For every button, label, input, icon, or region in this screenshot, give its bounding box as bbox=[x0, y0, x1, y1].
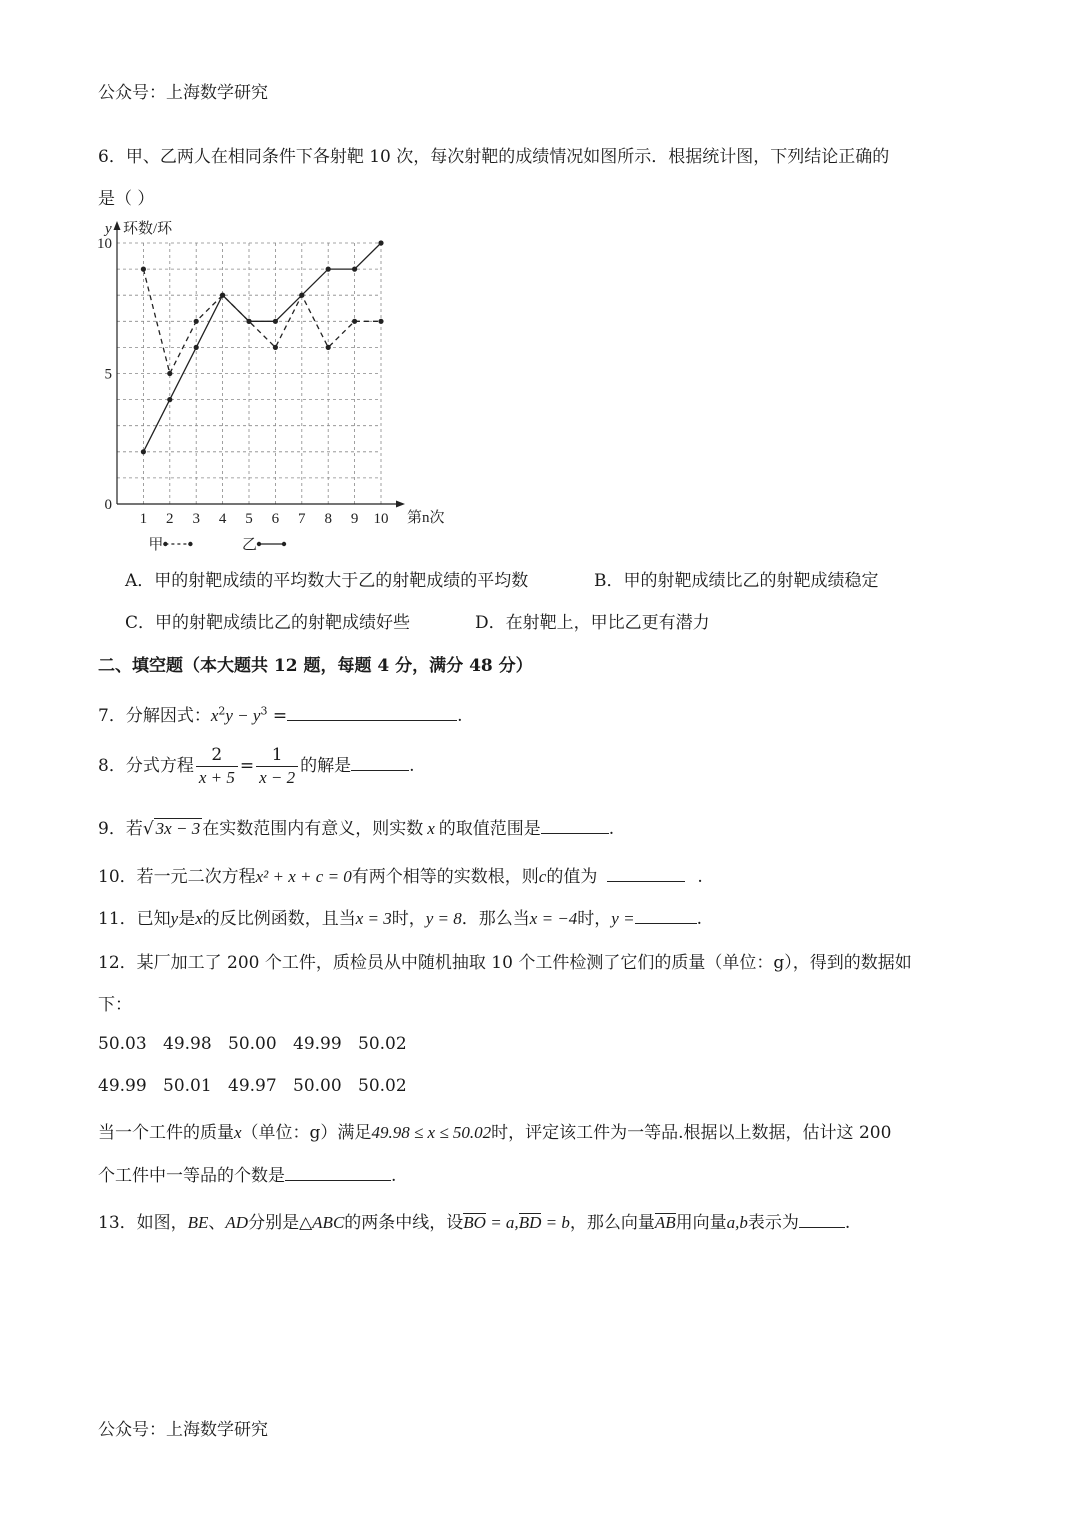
x-tick-label: 4 bbox=[218, 511, 227, 527]
q7-sup-b: 3 bbox=[260, 704, 268, 718]
data-point-jia bbox=[326, 345, 331, 350]
data-value: 50.01 bbox=[163, 1076, 212, 1096]
q11-prefix: 11．已知 bbox=[98, 909, 171, 929]
data-value: 50.00 bbox=[228, 1034, 277, 1054]
y-axis-symbol: y bbox=[105, 221, 112, 237]
q7-expr-b: y − y bbox=[225, 706, 261, 725]
q7-end: . bbox=[457, 706, 463, 726]
q13-end: . bbox=[844, 1213, 851, 1233]
q11-mid5: 时， bbox=[577, 909, 612, 929]
legend-label: 乙 bbox=[242, 537, 258, 553]
q11-cond2: y = 8 bbox=[425, 909, 462, 928]
q7-answer-blank[interactable] bbox=[287, 704, 457, 721]
data-value: 49.97 bbox=[228, 1076, 277, 1096]
q8-prefix: 8．分式方程 bbox=[98, 756, 194, 776]
q10-answer-blank[interactable] bbox=[607, 865, 685, 882]
y-axis-label: 环数/环 bbox=[123, 221, 173, 237]
data-value: 50.00 bbox=[293, 1076, 342, 1096]
q6-stem-line2: 是（ ） bbox=[98, 189, 155, 209]
q10-mid: 有两个相等的实数根，则 bbox=[351, 867, 539, 887]
q6-option-b: B．甲的射靶成绩比乙的射靶成绩稳定 bbox=[594, 571, 879, 591]
data-point-yi bbox=[220, 293, 225, 298]
chart-grid bbox=[117, 243, 381, 504]
q10-suffix: 的值为 bbox=[546, 867, 598, 887]
q13-eq-a: = a, bbox=[485, 1213, 519, 1232]
q12-answer-blank[interactable] bbox=[285, 1164, 391, 1181]
q13-vector-bd: BD bbox=[518, 1213, 542, 1232]
q7-expr-a: x bbox=[210, 706, 219, 725]
q11-mid2: 的反比例函数，且当 bbox=[202, 909, 356, 929]
x-tick-label: 10 bbox=[373, 511, 389, 527]
q10-equation: x² + x + c = 0 bbox=[255, 867, 352, 886]
q11-answer-blank[interactable] bbox=[635, 907, 697, 924]
q13-answer-blank[interactable] bbox=[799, 1211, 845, 1228]
q9-end: . bbox=[608, 819, 615, 839]
q12-line3c: 时，评定该工件为一等品.根据以上数据，估计这 200 bbox=[491, 1123, 892, 1143]
q11-cond1: x = 3 bbox=[355, 909, 392, 928]
y-tick-label: 5 bbox=[104, 366, 112, 383]
q13-vector-ab: AB bbox=[654, 1213, 676, 1232]
q9-var: x bbox=[427, 819, 435, 838]
q8-denominator-2: x − 2 bbox=[259, 768, 296, 787]
q12-stem-line2: 下： bbox=[98, 995, 132, 1015]
q8-numerator-1: 2 bbox=[196, 744, 238, 767]
data-point-yi bbox=[141, 449, 146, 454]
q13-eq-b: = b bbox=[541, 1213, 570, 1232]
data-point-jia bbox=[352, 319, 357, 324]
q11-y: y bbox=[170, 909, 179, 928]
q12-stem-line1: 12．某厂加工了 200 个工件，质检员从中随机抽取 10 个工件检测了它们的质量（单位：g），得到的数据如 bbox=[98, 953, 912, 973]
q6-option-a: A．甲的射靶成绩的平均数大于乙的射靶成绩的平均数 bbox=[125, 571, 529, 591]
x-tick-label: 1 bbox=[139, 511, 148, 527]
q8-end: . bbox=[409, 756, 415, 776]
q12-stem-line3 bbox=[98, 1118, 891, 1143]
q13-suffix: 表示为 bbox=[747, 1213, 799, 1233]
legend-marker bbox=[257, 542, 261, 546]
q9-radicand: 3x − 3 bbox=[155, 819, 201, 838]
legend-marker bbox=[282, 542, 286, 546]
x-axis-label: 第n次 bbox=[407, 510, 445, 526]
data-value: 50.03 bbox=[98, 1034, 147, 1054]
section-title: 二、填空题（本大题共 12 题，每题 4 分，满分 48 分） bbox=[98, 656, 533, 676]
q11-end: . bbox=[696, 909, 702, 929]
x-tick-label: 5 bbox=[245, 511, 253, 527]
legend-marker bbox=[188, 542, 192, 546]
data-point-jia bbox=[378, 319, 383, 324]
q12-line4: 个工件中一等品的个数是 bbox=[98, 1166, 285, 1186]
question-7 bbox=[98, 701, 463, 726]
data-point-jia bbox=[194, 319, 199, 324]
data-point-jia bbox=[167, 371, 172, 376]
y-axis-arrow-icon bbox=[114, 221, 121, 230]
q13-mid1: 分别是△ bbox=[248, 1213, 313, 1233]
legend-marker bbox=[163, 542, 167, 546]
data-point-yi bbox=[378, 240, 383, 245]
q13-ad: AD bbox=[225, 1213, 249, 1232]
q8-suffix: 的解是 bbox=[300, 756, 352, 776]
q13-mid3: ，那么向量 bbox=[569, 1213, 655, 1233]
q8-numerator-2: 1 bbox=[256, 744, 298, 767]
q7-prefix: 7．分解因式： bbox=[98, 706, 211, 726]
q9-prefix: 9．若 bbox=[98, 819, 143, 839]
q11-cond4: y = bbox=[611, 909, 635, 928]
q13-prefix: 13．如图， bbox=[98, 1213, 188, 1233]
data-value: 49.98 bbox=[163, 1034, 212, 1054]
q9-suffix: 的取值范围是 bbox=[438, 819, 541, 839]
q8-denominator-1: x + 5 bbox=[198, 768, 235, 787]
q10-prefix: 10．若一元二次方程 bbox=[98, 867, 256, 887]
q6-option-c: C．甲的射靶成绩比乙的射靶成绩好些 bbox=[125, 613, 411, 633]
q13-sep: 、 bbox=[208, 1213, 226, 1233]
data-point-yi bbox=[299, 293, 304, 298]
q12-data-row-2 bbox=[98, 1076, 423, 1096]
y-tick-label: 10 bbox=[97, 236, 112, 252]
x-tick-label: 2 bbox=[166, 511, 174, 527]
q7-sup-a: 2 bbox=[218, 704, 226, 718]
q12-line3b: （单位：g）满足 bbox=[241, 1123, 372, 1143]
q13-be: BE bbox=[187, 1213, 209, 1232]
data-point-jia bbox=[141, 267, 146, 272]
chart-labels bbox=[97, 220, 445, 553]
question-13 bbox=[98, 1208, 850, 1233]
q13-vectors-ab: a,b bbox=[726, 1213, 748, 1232]
q12-line3a: 当一个工件的质量 bbox=[98, 1123, 234, 1143]
q11-cond3: x = −4 bbox=[529, 909, 578, 928]
question-9 bbox=[98, 814, 614, 839]
x-tick-label: 7 bbox=[298, 511, 306, 527]
q11-x: x bbox=[195, 909, 203, 928]
data-point-yi bbox=[273, 319, 278, 324]
shooting-score-chart bbox=[95, 212, 455, 557]
q12-line3-condition: 49.98 ≤ x ≤ 50.02 bbox=[371, 1123, 492, 1142]
q9-mid: 在实数范围内有意义，则实数 bbox=[202, 819, 424, 839]
question-10 bbox=[98, 862, 703, 887]
q12-data-row-1 bbox=[98, 1034, 423, 1054]
q7-expr-c: = bbox=[267, 706, 288, 726]
data-point-yi bbox=[352, 267, 357, 272]
legend-label: 甲 bbox=[148, 537, 164, 553]
x-axis-arrow-icon bbox=[396, 501, 405, 508]
q8-equals: = bbox=[239, 756, 255, 776]
q11-mid4: ．那么当 bbox=[461, 909, 530, 929]
y-tick-label: 0 bbox=[104, 497, 112, 513]
data-point-yi bbox=[167, 397, 172, 402]
q9-answer-blank[interactable] bbox=[541, 817, 609, 834]
data-point-jia bbox=[273, 345, 278, 350]
q13-abc: ABC bbox=[312, 1213, 345, 1232]
q11-mid3: 时， bbox=[391, 909, 426, 929]
q8-answer-blank[interactable] bbox=[351, 754, 409, 771]
q6-option-d: D．在射靶上，甲比乙更有潜力 bbox=[475, 613, 710, 633]
page-footer: 公众号：上海数学研究 bbox=[98, 1420, 268, 1440]
q11-mid1: 是 bbox=[178, 909, 196, 929]
question-11 bbox=[98, 904, 702, 929]
data-point-yi bbox=[194, 345, 199, 350]
radical-sign-icon: √ bbox=[142, 819, 154, 839]
data-value: 50.02 bbox=[358, 1076, 407, 1096]
q10-var: c bbox=[538, 867, 547, 886]
q12-end: . bbox=[391, 1166, 397, 1186]
q10-end: . bbox=[697, 867, 703, 887]
q13-mid4: 用向量 bbox=[675, 1213, 727, 1233]
chart-axes bbox=[114, 221, 406, 508]
question-8 bbox=[98, 744, 415, 789]
q13-mid2: 的两条中线，设 bbox=[344, 1213, 464, 1233]
q8-fraction-left bbox=[196, 744, 238, 789]
data-value: 50.02 bbox=[358, 1034, 407, 1054]
q13-vector-bo: BO bbox=[463, 1213, 486, 1232]
data-value: 49.99 bbox=[98, 1076, 147, 1096]
q12-stem-line4 bbox=[98, 1161, 396, 1186]
q8-fraction-right bbox=[256, 744, 298, 789]
data-value: 49.99 bbox=[293, 1034, 342, 1054]
x-tick-label: 9 bbox=[350, 511, 359, 527]
x-tick-label: 3 bbox=[192, 511, 200, 527]
page-header: 公众号：上海数学研究 bbox=[98, 83, 268, 103]
x-tick-label: 6 bbox=[271, 511, 280, 527]
q6-stem-line1: 6．甲、乙两人在相同条件下各射靶 10 次，每次射靶的成绩情况如图所示．根据统计图，下列结论正确的 bbox=[98, 147, 890, 167]
q12-line3-var: x bbox=[234, 1123, 242, 1142]
data-point-yi bbox=[326, 267, 331, 272]
data-point-yi bbox=[246, 319, 251, 324]
x-tick-label: 8 bbox=[324, 511, 332, 527]
